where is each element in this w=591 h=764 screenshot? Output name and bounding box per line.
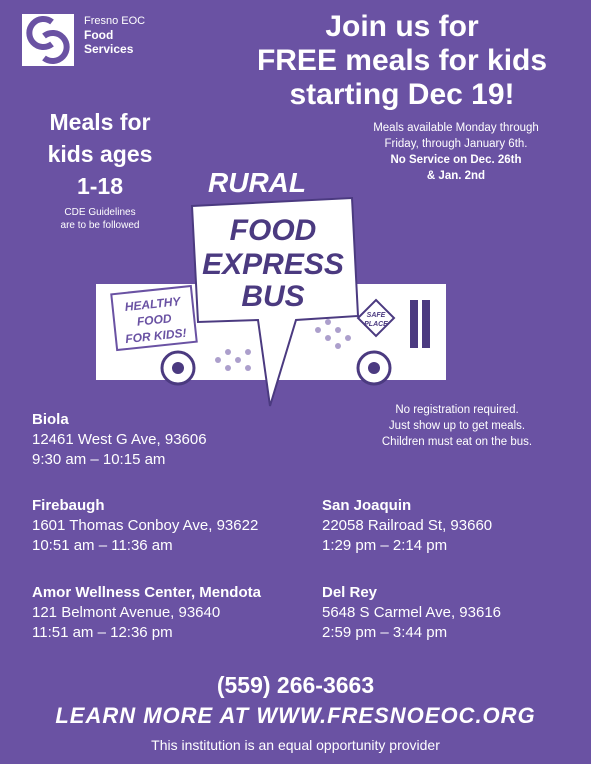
site-address: 5648 S Carmel Ave, 93616 <box>322 604 502 621</box>
org-name <box>84 14 145 56</box>
site-time: 1:29 pm – 2:14 pm <box>322 537 448 554</box>
site-name: Biola <box>32 411 69 428</box>
site-address: 22058 Railroad St, 93660 <box>322 517 493 534</box>
site-del-rey <box>322 583 501 643</box>
site-time: 9:30 am – 10:15 am <box>32 451 166 468</box>
headline-line-2: FREE meals for kids <box>256 44 548 77</box>
site-time: 10:51 am – 11:36 am <box>32 537 173 554</box>
registration-line-3: Children must eat on the bus. <box>381 436 533 448</box>
safe-line-1: SAFE <box>366 312 386 319</box>
meals-age-line-2: kids ages <box>47 141 153 167</box>
sign-line-1: HEALTHY <box>124 294 182 314</box>
cde-line-1: CDE Guidelines <box>64 207 136 218</box>
headline <box>232 10 572 112</box>
rural-label: RURAL <box>208 167 306 198</box>
rear-wheel-hub <box>368 362 380 374</box>
sign-line-2: FOOD <box>136 311 173 329</box>
org-line-3: Services <box>84 42 134 56</box>
registration-line-2: Just show up to get meals. <box>388 420 526 432</box>
site-biola <box>32 410 207 470</box>
meals-age-line-1: Meals for <box>49 109 151 135</box>
site-address: 12461 West G Ave, 93606 <box>32 431 207 448</box>
express-label: EXPRESS <box>202 248 344 281</box>
front-wheel-hub <box>172 362 184 374</box>
site-name: Amor Wellness Center, Mendota <box>32 584 261 601</box>
site-name: Del Rey <box>322 584 378 601</box>
headline-line-3: starting Dec 19! <box>289 78 515 111</box>
availability-line-1: Meals available Monday through <box>373 122 539 134</box>
site-san-joaquin <box>322 496 492 556</box>
site-address: 1601 Thomas Conboy Ave, 93622 <box>32 517 259 534</box>
safe-line-2: PLACE <box>364 321 388 328</box>
site-name: San Joaquin <box>322 497 412 514</box>
availability-line-3: No Service on Dec. 26th <box>390 154 522 166</box>
food-express-bus-illustration <box>88 160 458 412</box>
org-line-1: Fresno EOC <box>84 15 146 27</box>
site-firebaugh <box>32 496 258 556</box>
phone-number: (559) 266-3663 <box>216 672 375 698</box>
headline-line-1: Join us for <box>325 10 479 43</box>
food-label: FOOD <box>229 214 317 247</box>
site-name: Firebaugh <box>32 497 105 514</box>
sign-line-3: FOR KIDS! <box>124 325 188 347</box>
bus-label: BUS <box>241 280 305 313</box>
site-time: 2:59 pm – 3:44 pm <box>322 624 448 641</box>
registration-note <box>352 402 562 450</box>
availability-line-2: Friday, through January 6th. <box>384 138 528 150</box>
site-address: 121 Belmont Avenue, 93640 <box>32 604 221 621</box>
availability-line-4: & Jan. 2nd <box>426 170 486 182</box>
site-mendota <box>32 583 261 643</box>
fresno-eoc-logo <box>22 14 74 66</box>
bus-door-right <box>422 300 430 348</box>
learn-more-link[interactable]: LEARN MORE AT WWW.FRESNOEOC.ORG <box>55 703 536 728</box>
cde-line-2: are to be followed <box>60 220 140 231</box>
org-line-2: Food <box>84 28 114 42</box>
bus-door-left <box>410 300 418 348</box>
meals-age-line-3: 1-18 <box>76 173 124 199</box>
site-time: 11:51 am – 12:36 pm <box>32 624 173 641</box>
registration-line-1: No registration required. <box>395 404 519 416</box>
equal-opportunity-statement: This institution is an equal opportunity provider <box>151 737 440 753</box>
